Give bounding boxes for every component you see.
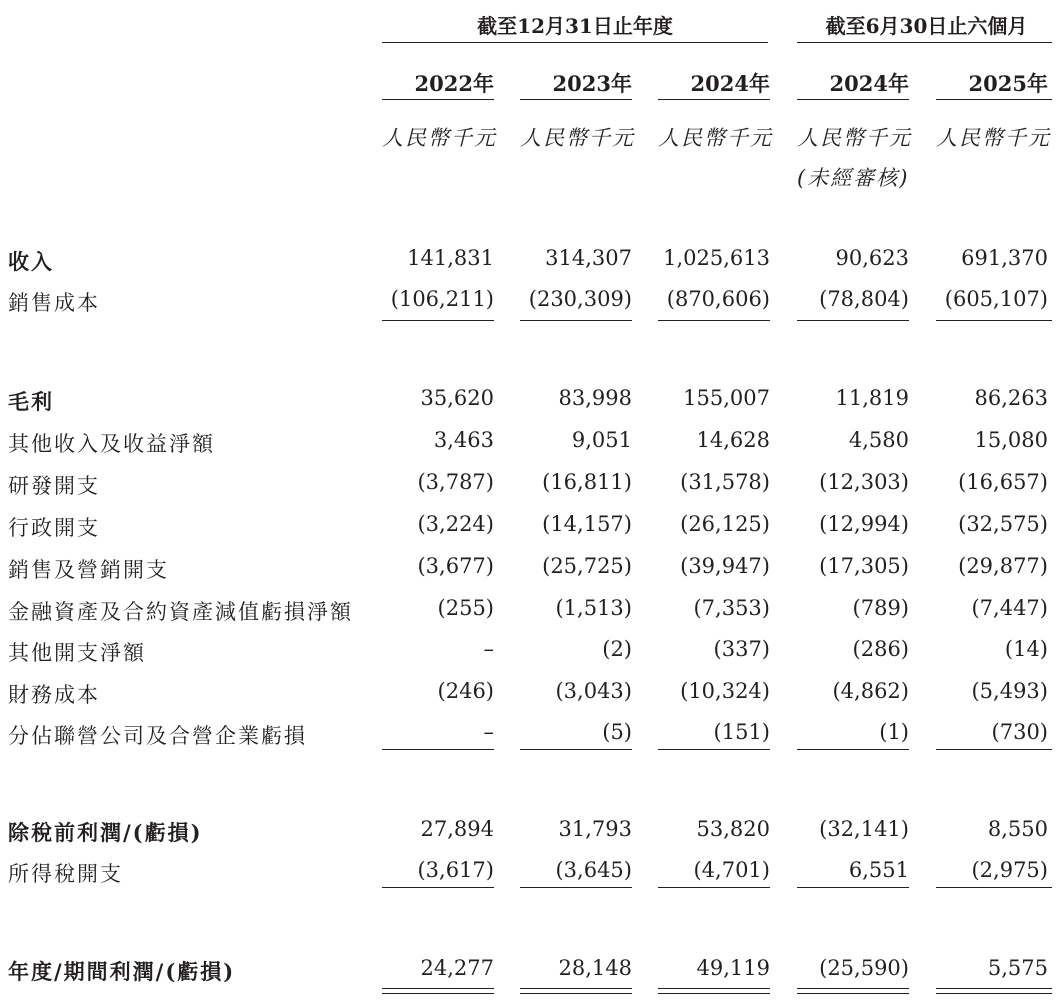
table-cell: (2) <box>602 637 632 661</box>
total-double-rule <box>658 988 770 994</box>
table-cell: (730) <box>991 720 1048 744</box>
table-cell: 11,819 <box>835 386 909 410</box>
subtotal-rule <box>658 749 770 750</box>
table-cell: (29,877) <box>958 554 1048 578</box>
table-cell: 15,080 <box>974 428 1048 452</box>
table-cell: 49,119 <box>696 956 770 980</box>
total-double-rule <box>936 988 1052 994</box>
row-label: 銷售及營銷開支 <box>8 558 169 582</box>
unit-label-5: 人民幣千元 <box>936 126 1051 150</box>
header-group-six-months-rule <box>797 42 1052 43</box>
subtotal-rule <box>658 320 770 321</box>
table-cell: (32,141) <box>819 817 909 841</box>
table-cell: – <box>483 637 494 661</box>
header-group-six-months: 截至6月30日止六個月 <box>825 14 1028 38</box>
year-rule-5 <box>936 99 1052 100</box>
unaudited-note: (未經審核) <box>797 166 910 190</box>
table-cell: (5) <box>602 720 632 744</box>
row-label: 金融資產及合約資產減值虧損淨額 <box>8 600 353 624</box>
row-label: 收入 <box>8 249 54 274</box>
subtotal-rule <box>936 887 1052 888</box>
subtotal-rule <box>936 749 1052 750</box>
table-cell: (7,447) <box>971 596 1048 620</box>
year-header-4: 2024年 <box>829 71 909 96</box>
table-cell: 1,025,613 <box>663 246 770 270</box>
table-cell: 4,580 <box>848 428 909 452</box>
subtotal-rule <box>520 320 632 321</box>
table-cell: 28,148 <box>558 956 632 980</box>
table-cell: – <box>483 720 494 744</box>
year-header-2: 2023年 <box>552 71 632 96</box>
unit-label-2: 人民幣千元 <box>520 126 635 150</box>
row-label: 研發開支 <box>8 474 100 498</box>
table-cell: (3,224) <box>417 512 494 536</box>
year-header-3: 2024年 <box>690 71 770 96</box>
total-double-rule <box>797 988 909 994</box>
table-cell: (78,804) <box>819 287 909 311</box>
row-label: 行政開支 <box>8 516 100 540</box>
year-rule-3 <box>658 99 770 100</box>
table-cell: 35,620 <box>420 386 494 410</box>
table-cell: (16,811) <box>542 470 632 494</box>
table-cell: (3,787) <box>417 470 494 494</box>
row-label: 其他開支淨額 <box>8 641 146 665</box>
table-cell: 6,551 <box>848 858 909 882</box>
table-cell: 90,623 <box>835 246 909 270</box>
table-cell: 691,370 <box>961 246 1048 270</box>
table-cell: (31,578) <box>680 470 770 494</box>
subtotal-rule <box>520 749 632 750</box>
unit-label-3: 人民幣千元 <box>658 126 773 150</box>
table-cell: (337) <box>713 637 770 661</box>
subtotal-rule <box>797 887 909 888</box>
table-cell: (1) <box>879 720 909 744</box>
year-rule-4 <box>797 99 909 100</box>
table-cell: (4,701) <box>693 858 770 882</box>
table-cell: (246) <box>437 679 494 703</box>
year-header-5: 2025年 <box>968 71 1048 96</box>
table-cell: 5,575 <box>987 956 1048 980</box>
year-rule-1 <box>382 99 494 100</box>
table-cell: 9,051 <box>571 428 632 452</box>
table-cell: (870,606) <box>666 287 770 311</box>
row-label: 分佔聯營公司及合營企業虧損 <box>8 724 307 748</box>
table-cell: (16,657) <box>958 470 1048 494</box>
table-cell: (39,947) <box>680 554 770 578</box>
table-cell: (230,309) <box>528 287 632 311</box>
table-cell: (106,211) <box>390 287 494 311</box>
table-cell: (32,575) <box>958 512 1048 536</box>
table-cell: (25,590) <box>819 956 909 980</box>
table-cell: (151) <box>713 720 770 744</box>
row-label: 除稅前利潤/(虧損) <box>8 820 203 845</box>
row-label: 銷售成本 <box>8 291 100 315</box>
table-cell: (3,677) <box>417 554 494 578</box>
table-cell: (5,493) <box>971 679 1048 703</box>
table-cell: (255) <box>437 596 494 620</box>
table-cell: (286) <box>852 637 909 661</box>
table-cell: (12,994) <box>819 512 909 536</box>
year-rule-2 <box>520 99 632 100</box>
header-group-fiscal-year: 截至12月31日止年度 <box>477 14 673 38</box>
table-cell: (7,353) <box>693 596 770 620</box>
table-cell: 31,793 <box>558 817 632 841</box>
table-cell: (1,513) <box>555 596 632 620</box>
subtotal-rule <box>797 749 909 750</box>
unit-label-1: 人民幣千元 <box>382 126 497 150</box>
table-cell: 24,277 <box>420 956 494 980</box>
table-cell: (3,645) <box>555 858 632 882</box>
subtotal-rule <box>520 887 632 888</box>
table-cell: 83,998 <box>558 386 632 410</box>
total-double-rule <box>520 988 632 994</box>
table-cell: (4,862) <box>832 679 909 703</box>
table-cell: (12,303) <box>819 470 909 494</box>
table-cell: (26,125) <box>680 512 770 536</box>
subtotal-rule <box>658 887 770 888</box>
subtotal-rule <box>936 320 1052 321</box>
table-cell: 314,307 <box>545 246 632 270</box>
row-label: 所得稅開支 <box>8 862 123 886</box>
table-cell: 14,628 <box>696 428 770 452</box>
table-cell: (17,305) <box>819 554 909 578</box>
table-cell: (10,324) <box>680 679 770 703</box>
total-double-rule <box>382 988 494 994</box>
table-cell: 53,820 <box>696 817 770 841</box>
table-cell: (25,725) <box>542 554 632 578</box>
row-label: 年度/期間利潤/(虧損) <box>8 959 236 984</box>
subtotal-rule <box>382 887 494 888</box>
table-cell: (2,975) <box>971 858 1048 882</box>
table-cell: (789) <box>852 596 909 620</box>
subtotal-rule <box>797 320 909 321</box>
row-label: 其他收入及收益淨額 <box>8 432 215 456</box>
table-cell: 86,263 <box>974 386 1048 410</box>
subtotal-rule <box>382 320 494 321</box>
year-header-1: 2022年 <box>414 71 494 96</box>
table-cell: 141,831 <box>407 246 494 270</box>
table-cell: (3,043) <box>555 679 632 703</box>
table-cell: (3,617) <box>417 858 494 882</box>
table-cell: 3,463 <box>433 428 494 452</box>
table-cell: 155,007 <box>683 386 770 410</box>
subtotal-rule <box>382 749 494 750</box>
row-label: 毛利 <box>8 389 54 414</box>
table-cell: 8,550 <box>987 817 1048 841</box>
unit-label-4: 人民幣千元 <box>797 126 912 150</box>
header-group-fiscal-year-rule <box>382 42 768 43</box>
table-cell: (605,107) <box>944 287 1048 311</box>
row-label: 財務成本 <box>8 683 100 707</box>
table-cell: (14,157) <box>542 512 632 536</box>
table-cell: 27,894 <box>420 817 494 841</box>
table-cell: (14) <box>1004 637 1048 661</box>
